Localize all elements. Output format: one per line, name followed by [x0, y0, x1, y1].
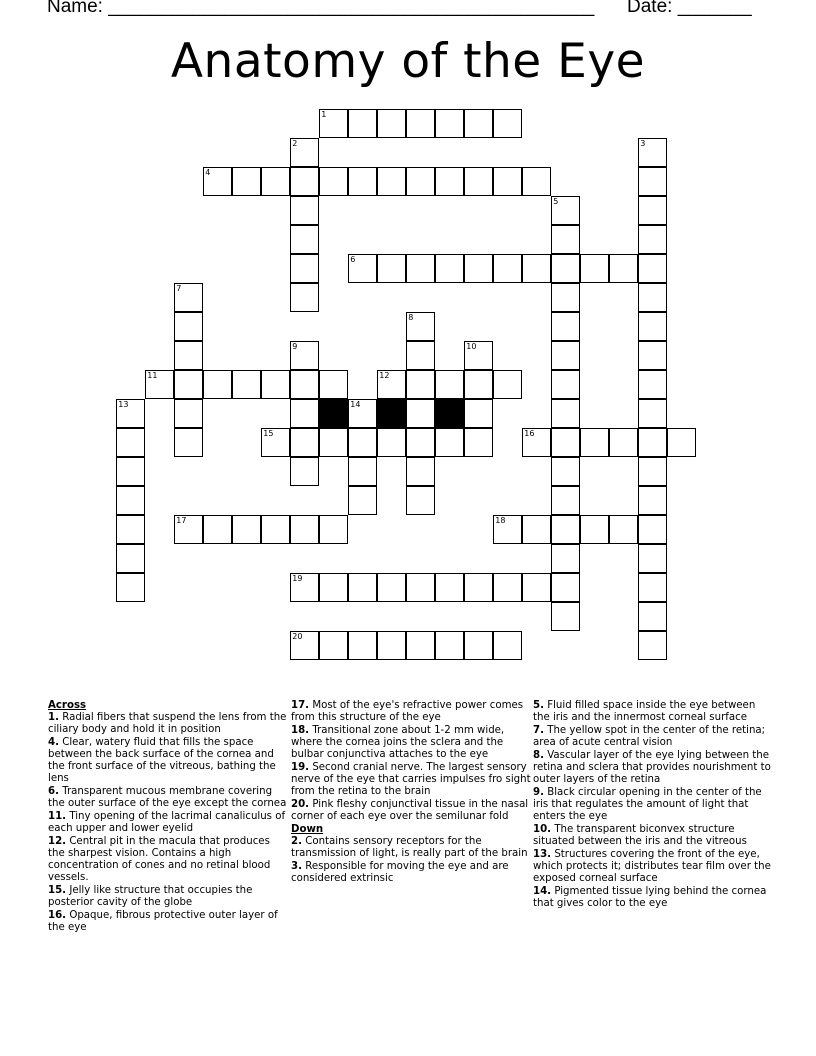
clues-column-1	[48, 700, 288, 935]
answer-cell[interactable]	[406, 486, 435, 515]
answer-cell[interactable]	[638, 196, 667, 225]
answer-cell[interactable]	[174, 399, 203, 428]
answer-cell[interactable]	[464, 428, 493, 457]
clue-number-label: 8	[408, 313, 414, 323]
answer-cell[interactable]	[261, 428, 290, 457]
answer-cell[interactable]	[551, 399, 580, 428]
answer-cell[interactable]	[638, 399, 667, 428]
answer-cell[interactable]	[116, 457, 145, 486]
clue-number: 7.	[533, 725, 544, 736]
clue-text: Jelly like structure that occupies the posterior cavity of the globe	[48, 885, 253, 908]
clue-text: Pigmented tissue lying behind the cornea that gives color to the eye	[533, 886, 767, 909]
answer-cell[interactable]	[232, 370, 261, 399]
clue-number-label: 7	[176, 284, 182, 294]
answer-cell[interactable]	[319, 370, 348, 399]
answer-cell[interactable]	[290, 457, 319, 486]
answer-cell[interactable]	[493, 631, 522, 660]
clue-text: The transparent biconvex structure situated between the iris and the vitreous	[533, 824, 747, 847]
clue-number: 14.	[533, 886, 552, 897]
answer-cell[interactable]	[551, 515, 580, 544]
answer-cell[interactable]	[116, 399, 145, 428]
clue-across-12	[48, 836, 288, 884]
answer-cell[interactable]	[377, 631, 406, 660]
answer-cell[interactable]	[174, 370, 203, 399]
answer-cell[interactable]	[493, 254, 522, 283]
answer-cell[interactable]	[435, 109, 464, 138]
clue-text: Radial fibers that suspend the lens from the ciliary body and hold it in position	[48, 712, 287, 735]
answer-cell[interactable]	[290, 138, 319, 167]
answer-cell[interactable]	[348, 399, 377, 428]
answer-cell[interactable]	[638, 602, 667, 631]
answer-cell[interactable]	[290, 341, 319, 370]
clue-number-label: 2	[292, 139, 298, 149]
clue-number: 9.	[533, 787, 544, 798]
answer-cell[interactable]	[174, 341, 203, 370]
answer-cell[interactable]	[580, 428, 609, 457]
answer-cell[interactable]	[464, 109, 493, 138]
answer-cell[interactable]	[290, 370, 319, 399]
clue-number-label: 5	[553, 197, 559, 207]
answer-cell[interactable]	[522, 167, 551, 196]
clue-number: 12.	[48, 836, 67, 847]
answer-cell[interactable]	[406, 370, 435, 399]
answer-cell[interactable]	[638, 457, 667, 486]
answer-cell[interactable]	[116, 544, 145, 573]
answer-cell[interactable]	[290, 515, 319, 544]
clue-number-label: 14	[350, 400, 361, 410]
answer-cell[interactable]	[319, 109, 348, 138]
clue-number: 3.	[291, 861, 302, 872]
answer-cell[interactable]	[319, 167, 348, 196]
answer-cell[interactable]	[116, 486, 145, 515]
answer-cell[interactable]	[348, 167, 377, 196]
answer-cell[interactable]	[551, 544, 580, 573]
answer-cell[interactable]	[261, 167, 290, 196]
clue-number-label: 9	[292, 342, 298, 352]
answer-cell[interactable]	[493, 515, 522, 544]
answer-cell[interactable]	[551, 225, 580, 254]
answer-cell[interactable]	[261, 370, 290, 399]
answer-cell[interactable]	[348, 254, 377, 283]
answer-cell[interactable]	[377, 573, 406, 602]
answer-cell[interactable]	[406, 573, 435, 602]
clue-across-19	[291, 762, 531, 798]
answer-cell[interactable]	[638, 167, 667, 196]
clue-down-8	[533, 750, 773, 786]
clue-text: Fluid filled space inside the eye between the iris and the innermost corneal surface	[533, 700, 756, 723]
answer-cell[interactable]	[290, 254, 319, 283]
answer-cell[interactable]	[377, 109, 406, 138]
answer-cell[interactable]	[232, 167, 261, 196]
answer-cell[interactable]	[609, 254, 638, 283]
clue-down-13	[533, 849, 773, 885]
clue-number: 13.	[533, 849, 552, 860]
clues-column-3	[533, 700, 773, 911]
answer-cell[interactable]	[464, 631, 493, 660]
answer-cell[interactable]	[406, 341, 435, 370]
answer-cell[interactable]	[174, 312, 203, 341]
answer-cell[interactable]	[406, 631, 435, 660]
clue-text: The yellow spot in the center of the retina; area of acute central vision	[533, 725, 766, 748]
clue-number-label: 11	[147, 371, 158, 381]
answer-cell[interactable]	[638, 631, 667, 660]
answer-cell[interactable]	[348, 573, 377, 602]
answer-cell[interactable]	[290, 573, 319, 602]
clue-number: 16.	[48, 910, 67, 921]
clue-number: 17.	[291, 700, 310, 711]
answer-cell[interactable]	[319, 573, 348, 602]
date-field-label: Date: _______	[627, 0, 752, 17]
clue-across-15	[48, 885, 288, 909]
answer-cell[interactable]	[638, 283, 667, 312]
answer-cell[interactable]	[580, 515, 609, 544]
blocked-cell	[435, 399, 464, 428]
answer-cell[interactable]	[464, 573, 493, 602]
answer-cell[interactable]	[522, 254, 551, 283]
clue-number-label: 15	[263, 429, 274, 439]
answer-cell[interactable]	[638, 544, 667, 573]
down-heading: Down	[291, 824, 324, 835]
clue-number: 2.	[291, 836, 302, 847]
answer-cell[interactable]	[522, 428, 551, 457]
clue-number: 20.	[291, 799, 310, 810]
answer-cell[interactable]	[551, 196, 580, 225]
clue-down-5	[533, 700, 773, 724]
clue-number: 15.	[48, 885, 67, 896]
answer-cell[interactable]	[464, 167, 493, 196]
answer-cell[interactable]	[203, 370, 232, 399]
clue-number-label: 12	[379, 371, 390, 381]
answer-cell[interactable]	[203, 167, 232, 196]
blocked-cell	[377, 399, 406, 428]
answer-cell[interactable]	[551, 573, 580, 602]
answer-cell[interactable]	[551, 602, 580, 631]
answer-cell[interactable]	[493, 370, 522, 399]
answer-cell[interactable]	[406, 428, 435, 457]
answer-cell[interactable]	[348, 486, 377, 515]
answer-cell[interactable]	[406, 457, 435, 486]
clue-down-10	[533, 824, 773, 848]
clue-text: Central pit in the macula that produces the sharpest vision. Contains a high concentration of cones and no retinal blood vessels.	[48, 836, 271, 883]
answer-cell[interactable]	[116, 573, 145, 602]
answer-cell[interactable]	[435, 167, 464, 196]
crossword-grid	[117, 110, 697, 661]
clue-number: 1.	[48, 712, 59, 723]
answer-cell[interactable]	[377, 428, 406, 457]
answer-cell[interactable]	[261, 515, 290, 544]
answer-cell[interactable]	[638, 225, 667, 254]
answer-cell[interactable]	[435, 370, 464, 399]
answer-cell[interactable]	[638, 341, 667, 370]
clue-across-1	[48, 712, 288, 736]
clue-text: Clear, watery fluid that fills the space between the back surface of the cornea and the front surface of the vitreous, bathing the lens	[48, 737, 276, 784]
answer-cell[interactable]	[348, 631, 377, 660]
answer-cell[interactable]	[580, 254, 609, 283]
clue-down-9	[533, 787, 773, 823]
answer-cell[interactable]	[377, 167, 406, 196]
clue-text: Transitional zone about 1-2 mm wide, where the cornea joins the sclera and the bulbar conjunctiva attaches to the eye	[291, 725, 505, 760]
answer-cell[interactable]	[667, 428, 696, 457]
answer-cell[interactable]	[551, 486, 580, 515]
clue-number-label: 6	[350, 255, 356, 265]
clue-number: 11.	[48, 811, 67, 822]
answer-cell[interactable]	[348, 457, 377, 486]
clue-across-6	[48, 786, 288, 810]
clue-number-label: 4	[205, 168, 211, 178]
answer-cell[interactable]	[290, 225, 319, 254]
answer-cell[interactable]	[551, 457, 580, 486]
answer-cell[interactable]	[638, 370, 667, 399]
answer-cell[interactable]	[464, 399, 493, 428]
answer-cell[interactable]	[406, 399, 435, 428]
answer-cell[interactable]	[464, 254, 493, 283]
clue-number: 10.	[533, 824, 552, 835]
page-title: Anatomy of the Eye	[170, 34, 646, 89]
answer-cell[interactable]	[319, 515, 348, 544]
answer-cell[interactable]	[290, 167, 319, 196]
clue-number-label: 13	[118, 400, 129, 410]
clue-across-20	[291, 799, 531, 823]
answer-cell[interactable]	[203, 515, 232, 544]
clue-number-label: 10	[466, 342, 477, 352]
clue-text: Most of the eye's refractive power comes from this structure of the eye	[291, 700, 524, 723]
answer-cell[interactable]	[290, 631, 319, 660]
answer-cell[interactable]	[435, 428, 464, 457]
answer-cell[interactable]	[145, 370, 174, 399]
clue-across-4	[48, 737, 288, 785]
answer-cell[interactable]	[638, 515, 667, 544]
answer-cell[interactable]	[551, 254, 580, 283]
answer-cell[interactable]	[348, 109, 377, 138]
answer-cell[interactable]	[406, 312, 435, 341]
answer-cell[interactable]	[174, 283, 203, 312]
answer-cell[interactable]	[638, 573, 667, 602]
answer-cell[interactable]	[609, 515, 638, 544]
clue-down-7	[533, 725, 773, 749]
clue-text: Black circular opening in the center of the iris that regulates the amount of light that enters the eye	[533, 787, 762, 822]
clue-text: Transparent mucous membrane covering the outer surface of the eye except the cornea	[48, 786, 287, 809]
clue-number: 4.	[48, 737, 59, 748]
name-field-label: Name: ______________________________________________	[47, 0, 595, 17]
clue-across-16	[48, 910, 288, 934]
answer-cell[interactable]	[319, 631, 348, 660]
answer-cell[interactable]	[406, 109, 435, 138]
clue-down-2	[291, 836, 531, 860]
answer-cell[interactable]	[464, 341, 493, 370]
answer-cell[interactable]	[551, 312, 580, 341]
answer-cell[interactable]	[551, 428, 580, 457]
answer-cell[interactable]	[290, 196, 319, 225]
answer-cell[interactable]	[493, 167, 522, 196]
answer-cell[interactable]	[174, 428, 203, 457]
clue-number-label: 18	[495, 516, 506, 526]
clue-text: Pink fleshy conjunctival tissue in the nasal corner of each eye over the semilunar fold	[291, 799, 529, 822]
clue-number-label: 17	[176, 516, 187, 526]
clue-number: 8.	[533, 750, 544, 761]
answer-cell[interactable]	[290, 399, 319, 428]
answer-cell[interactable]	[406, 167, 435, 196]
answer-cell[interactable]	[116, 428, 145, 457]
answer-cell[interactable]	[377, 370, 406, 399]
clue-number-label: 16	[524, 429, 535, 439]
clue-text: Structures covering the front of the eye, which protects it; distributes tear film over the exposed corneal surface	[533, 849, 771, 884]
clue-number: 5.	[533, 700, 544, 711]
clue-number-label: 1	[321, 110, 327, 120]
clue-across-11	[48, 811, 288, 835]
clue-down-3	[291, 861, 531, 885]
clue-text: Tiny opening of the lacrimal canaliculus of each upper and lower eyelid	[48, 811, 286, 834]
answer-cell[interactable]	[290, 428, 319, 457]
answer-cell[interactable]	[348, 428, 377, 457]
answer-cell[interactable]	[638, 428, 667, 457]
answer-cell[interactable]	[435, 631, 464, 660]
clue-number: 18.	[291, 725, 310, 736]
answer-cell[interactable]	[551, 283, 580, 312]
answer-cell[interactable]	[435, 254, 464, 283]
answer-cell[interactable]	[638, 138, 667, 167]
answer-cell[interactable]	[522, 573, 551, 602]
clue-text: Contains sensory receptors for the transmission of light, is really part of the brain	[291, 836, 528, 859]
across-heading: Across	[48, 700, 87, 711]
answer-cell[interactable]	[290, 283, 319, 312]
clue-number: 6.	[48, 786, 59, 797]
answer-cell[interactable]	[638, 312, 667, 341]
clues-column-2	[291, 700, 531, 886]
answer-cell[interactable]	[638, 486, 667, 515]
answer-cell[interactable]	[493, 573, 522, 602]
answer-cell[interactable]	[174, 515, 203, 544]
answer-cell[interactable]	[551, 370, 580, 399]
clue-across-18	[291, 725, 531, 761]
answer-cell[interactable]	[464, 370, 493, 399]
clue-across-17	[291, 700, 531, 724]
clue-number-label: 20	[292, 632, 303, 642]
answer-cell[interactable]	[609, 428, 638, 457]
answer-cell[interactable]	[116, 515, 145, 544]
answer-cell[interactable]	[493, 109, 522, 138]
clue-number: 19.	[291, 762, 310, 773]
answer-cell[interactable]	[551, 341, 580, 370]
blocked-cell	[319, 399, 348, 428]
clue-number-label: 3	[640, 139, 646, 149]
clue-down-14	[533, 886, 773, 910]
clue-text: Vascular layer of the eye lying between the retina and sclera that provides nourishment to outer layers of the retina	[533, 750, 771, 785]
answer-cell[interactable]	[406, 254, 435, 283]
clue-text: Opaque, fibrous protective outer layer of the eye	[48, 910, 278, 933]
answer-cell[interactable]	[319, 428, 348, 457]
answer-cell[interactable]	[232, 515, 261, 544]
answer-cell[interactable]	[638, 254, 667, 283]
clue-text: Responsible for moving the eye and are considered extrinsic	[291, 861, 509, 884]
clue-number-label: 19	[292, 574, 303, 584]
answer-cell[interactable]	[522, 515, 551, 544]
answer-cell[interactable]	[377, 254, 406, 283]
clue-text: Second cranial nerve. The largest sensory nerve of the eye that carries impulses fro sight from the retina to the brain	[291, 762, 531, 797]
answer-cell[interactable]	[435, 573, 464, 602]
